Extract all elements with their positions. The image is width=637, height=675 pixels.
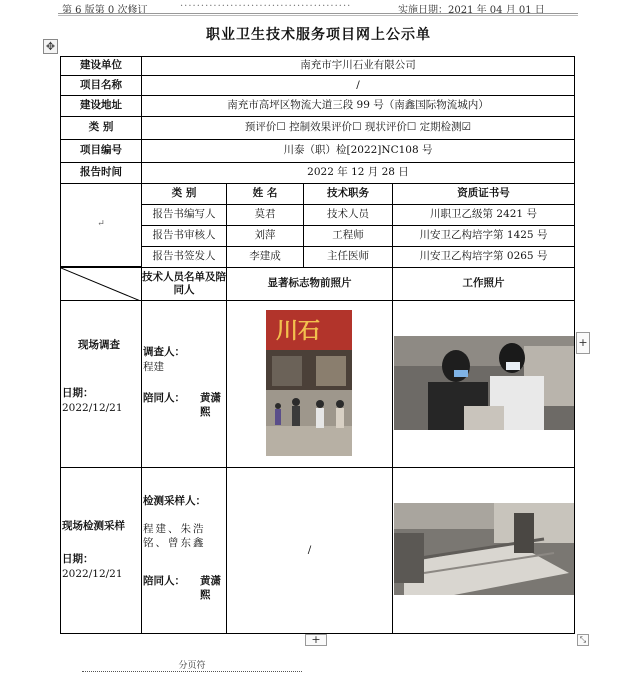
staff-row-0-title: 技术人员 <box>303 204 393 226</box>
category-label: 类 别 <box>60 116 142 140</box>
revision-header: 第 6 版第 0 次修订 <box>62 5 148 16</box>
photo-header-staff: 技术人员名单及陪同人 <box>141 267 227 301</box>
staff-table-blank-cell: ↵ <box>60 183 142 267</box>
add-column-button[interactable]: + <box>576 332 590 354</box>
photo-header-work: 工作照片 <box>392 267 575 301</box>
add-row-button[interactable]: + <box>305 634 327 646</box>
survey-landmark-photo <box>266 310 352 456</box>
survey-staff-cell <box>141 300 227 468</box>
staff-row-1-certificate: 川安卫乙构培字第 1425 号 <box>392 225 575 247</box>
survey-investigator-label: 调查人： <box>143 346 185 358</box>
survey-companion-label: 陪同人： <box>143 392 185 404</box>
project-name-value[interactable]: / <box>141 75 575 96</box>
project-number-label: 项目编号 <box>60 139 142 163</box>
unit-value[interactable]: 南充市宇川石业有限公司 <box>141 56 575 76</box>
address-label: 建设地址 <box>60 95 142 117</box>
staff-row-2-category: 报告书签发人 <box>141 246 227 268</box>
table-resize-handle-icon[interactable]: ⤡ <box>577 634 589 646</box>
effective-date-header: 实施日期：2021 年 04 月 01 日 <box>398 5 545 16</box>
survey-date-label: 日期： <box>62 387 94 399</box>
survey-work-photo <box>394 336 574 430</box>
staff-header-category: 类 别 <box>141 183 227 205</box>
report-time-label: 报告时间 <box>60 162 142 184</box>
address-value[interactable]: 南充市高坪区物流大道三段 99 号（南鑫国际物流城内） <box>141 95 575 117</box>
photo-header-landmark: 显著标志物前照片 <box>226 267 393 301</box>
sampling-companion: 黄潇熙 <box>200 575 221 602</box>
page-title: 职业卫生技术服务项目网上公示单 <box>206 27 431 43</box>
sampling-label-cell <box>60 467 142 634</box>
survey-companion: 黄潇熙 <box>200 392 221 419</box>
header-dots: ········································· <box>180 1 352 12</box>
staff-row-2-title: 主任医师 <box>303 246 393 268</box>
staff-row-1-name: 刘萍 <box>226 225 304 247</box>
report-time-value[interactable]: 2022 年 12 月 28 日 <box>141 162 575 184</box>
survey-date: 2022/12/21 <box>62 402 123 414</box>
staff-row-1-category: 报告书审核人 <box>141 225 227 247</box>
staff-row-0-category: 报告书编写人 <box>141 204 227 226</box>
staff-row-2-certificate: 川安卫乙构培字第 0265 号 <box>392 246 575 268</box>
staff-row-2-name: 李建成 <box>226 246 304 268</box>
header-rule-secondary <box>58 15 578 16</box>
staff-header-certificate: 资质证书号 <box>392 183 575 205</box>
unit-label: 建设单位 <box>60 56 142 76</box>
svg-text:川石: 川石 <box>276 318 321 344</box>
sampling-date: 2022/12/21 <box>62 568 123 580</box>
header-rule <box>58 13 578 14</box>
staff-row-1-title: 工程师 <box>303 225 393 247</box>
sampling-sampler: 程建、朱浩铭、曾东鑫 <box>143 523 206 550</box>
diagonal-line <box>61 268 142 301</box>
diagonal-header-cell <box>60 267 142 301</box>
staff-row-0-name: 莫君 <box>226 204 304 226</box>
sampling-companion-label: 陪同人： <box>143 575 185 587</box>
staff-row-0-certificate: 川职卫乙级第 2421 号 <box>392 204 575 226</box>
project-number-value[interactable]: 川泰（职）检[2022]NC108 号 <box>141 139 575 163</box>
sampling-sampler-label: 检测采样人： <box>143 495 206 507</box>
project-name-label: 项目名称 <box>60 75 142 96</box>
survey-investigator: 程建 <box>143 361 164 373</box>
sampling-landmark-cell[interactable]: / <box>226 467 393 634</box>
survey-label: 现场调查 <box>78 339 120 351</box>
staff-header-title: 技术职务 <box>303 183 393 205</box>
table-move-handle-icon[interactable]: ✥ <box>43 39 58 54</box>
sampling-label: 现场检测采样 <box>62 520 125 532</box>
page-break-marker: 分页符 <box>82 658 302 672</box>
sampling-date-label: 日期： <box>62 553 94 565</box>
staff-header-name: 姓 名 <box>226 183 304 205</box>
category-value[interactable]: 预评价☐ 控制效果评价☐ 现状评价☐ 定期检测☑ <box>141 116 575 140</box>
survey-label-cell <box>60 300 142 468</box>
sampling-work-photo <box>394 503 574 595</box>
sampling-staff-cell <box>141 467 227 634</box>
